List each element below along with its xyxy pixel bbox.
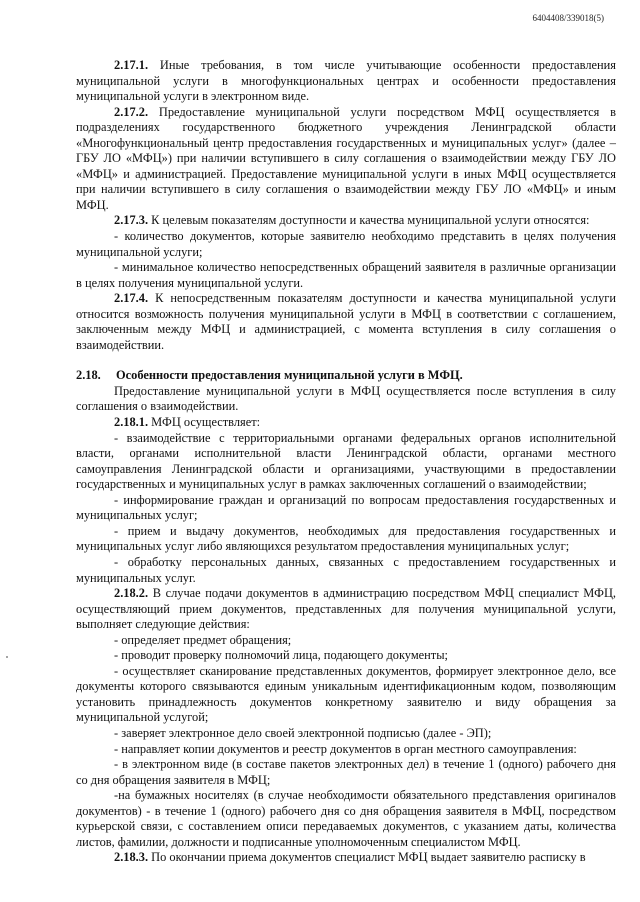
paragraph-text: Иные требования, в том числе учитывающие особенности предоставления муниципальной услуги в многофункциональных центрах и особенности предоставления муниципальной услуги в электронном виде. (76, 58, 616, 104)
paragraph-text: - заверяет электронное дело своей электронной подписью (далее - ЭП); (114, 725, 492, 740)
paragraph-text: - проводит проверку полномочий лица, подающего документы; (114, 648, 448, 663)
paragraph-text: -на бумажных носителях (в случае необходимости обязательного представления оригиналов документов) - в течение 1 (одного) рабочего дня со дня обращения заявителя в МФЦ, посредством курьерской связи, с составлением описи передаваемых документов, с указанием даты, количества листов, фамилии, должности и подписанные уполномоченным специалистом МФЦ. (76, 788, 616, 849)
paragraph-text: В случае подачи документов в администрацию посредством МФЦ специалист МФЦ, осуществляющий прием документов, представленных для получения муниципальной услуги, выполняет следующие действия: (76, 586, 616, 632)
paragraph (76, 555, 616, 586)
clause-number: 2.17.4. (114, 291, 149, 306)
section-gap (76, 353, 616, 368)
paragraph-text: - количество документов, которые заявителю необходимо представить в целях получения муниципальной услуги; (76, 229, 616, 259)
paragraph-text: Предоставление муниципальной услуги в МФЦ осуществляется после вступления в силу соглашения о взаимодействии. (76, 383, 616, 414)
clause-number: 2.18.2. (114, 586, 149, 601)
paragraph (76, 586, 616, 633)
clause-number: 2.18.1. (114, 415, 149, 430)
section-title: Особенности предоставления муниципальной услуги в МФЦ. (116, 368, 463, 383)
paragraph (76, 493, 616, 524)
paragraph-text: - осуществляет сканирование представленных документов, формирует электронное дело, все документы которого связываются единым уникальным идентификационным кодом, позволяющим установить принадлежность документов конкретному заявителю и виду обращения за муниципальной услугой; (76, 663, 616, 725)
paragraph-text: - в электронном виде (в составе пакетов электронных дел) в течение 1 (одного) рабочего дня со дня обращения заявителя в МФЦ; (76, 757, 616, 787)
paragraph (76, 58, 616, 105)
paragraph (76, 648, 616, 664)
scan-speck (6, 656, 8, 658)
paragraph (76, 757, 616, 788)
paragraph (76, 664, 616, 726)
paragraph (76, 213, 616, 229)
paragraph (76, 742, 616, 758)
paragraph-text: - информирование граждан и организаций по вопросам предоставления государственных и муниципальных услуг; (76, 492, 616, 523)
paragraph (76, 229, 616, 260)
paragraph-text: К непосредственным показателям доступности и качества муниципальной услуги относится возможность получения муниципальной услуги в МФЦ в соответствии с соглашением, заключенным между МФЦ и администрацией, с момента вступления в силу соглашения о взаимодействии. (76, 291, 616, 352)
paragraph (76, 524, 616, 555)
paragraph-text: - взаимодействие с территориальными органами федеральных органов исполнительной власти, органами исполнительной власти Ленинградской области, органами местного самоуправления Ленинградской области и организациями, участвующими в предоставлении государственных и муниципальных услуг в рамках заключенных соглашений о взаимодействии; (76, 430, 616, 492)
subsection-2-18-block (76, 384, 616, 866)
paragraph (76, 105, 616, 214)
paragraph-text: МФЦ осуществляет: (148, 415, 261, 430)
paragraph-text: - направляет копии документов и реестр документов в орган местного самоуправления: (114, 741, 577, 756)
paragraph-text: - определяет предмет обращения; (114, 632, 292, 647)
paragraph-text: Предоставление муниципальной услуги посредством МФЦ осуществляется в подразделениях государственного бюджетного учреждения Ленинградской области «Многофункциональный центр предоставления государственных и муниципальных услуг» (далее – ГБУ ЛО «МФЦ») при наличии вступившего в силу соглашения о взаимодействии между ГБУ ЛО «МФЦ» и администрацией. Предоставление муниципальной услуги в иных МФЦ осуществляется при наличии вступившего в силу соглашения о взаимодействии между ГБУ ЛО «МФЦ» и иным МФЦ. (76, 104, 616, 212)
paragraph (76, 431, 616, 493)
paragraph (76, 291, 616, 353)
paragraph-text: - обработку персональных данных, связанных с предоставлением государственных и муниципальных услуг. (76, 554, 616, 585)
subsection-2-17-block (76, 58, 616, 353)
paragraph-text: - прием и выдачу документов, необходимых для предоставления государственных и муниципальных услуг либо являющихся результатом предоставления муниципальных услуг; (76, 523, 616, 554)
section-number: 2.18. (76, 368, 101, 383)
paragraph (76, 384, 616, 415)
paragraph (76, 850, 616, 866)
clause-number: 2.18.3. (114, 850, 149, 865)
paragraph (76, 788, 616, 850)
clause-number: 2.17.3. (114, 213, 149, 228)
paragraph (76, 726, 616, 742)
paragraph-text: К целевым показателям доступности и качества муниципальной услуги относятся: (148, 213, 590, 228)
paragraph (76, 415, 616, 431)
paragraph-text: - минимальное количество непосредственных обращений заявителя в различные организации в целях получения муниципальной услуги. (76, 260, 616, 290)
section-heading (76, 368, 616, 384)
document-code: 6404408/339018(5) (532, 13, 604, 23)
paragraph (76, 633, 616, 649)
clause-number: 2.17.1. (114, 58, 149, 72)
clause-number: 2.17.2. (114, 104, 149, 119)
document-body (76, 58, 616, 866)
paragraph-text: По окончании приема документов специалист МФЦ выдает заявителю расписку в (148, 850, 586, 865)
paragraph (76, 260, 616, 291)
